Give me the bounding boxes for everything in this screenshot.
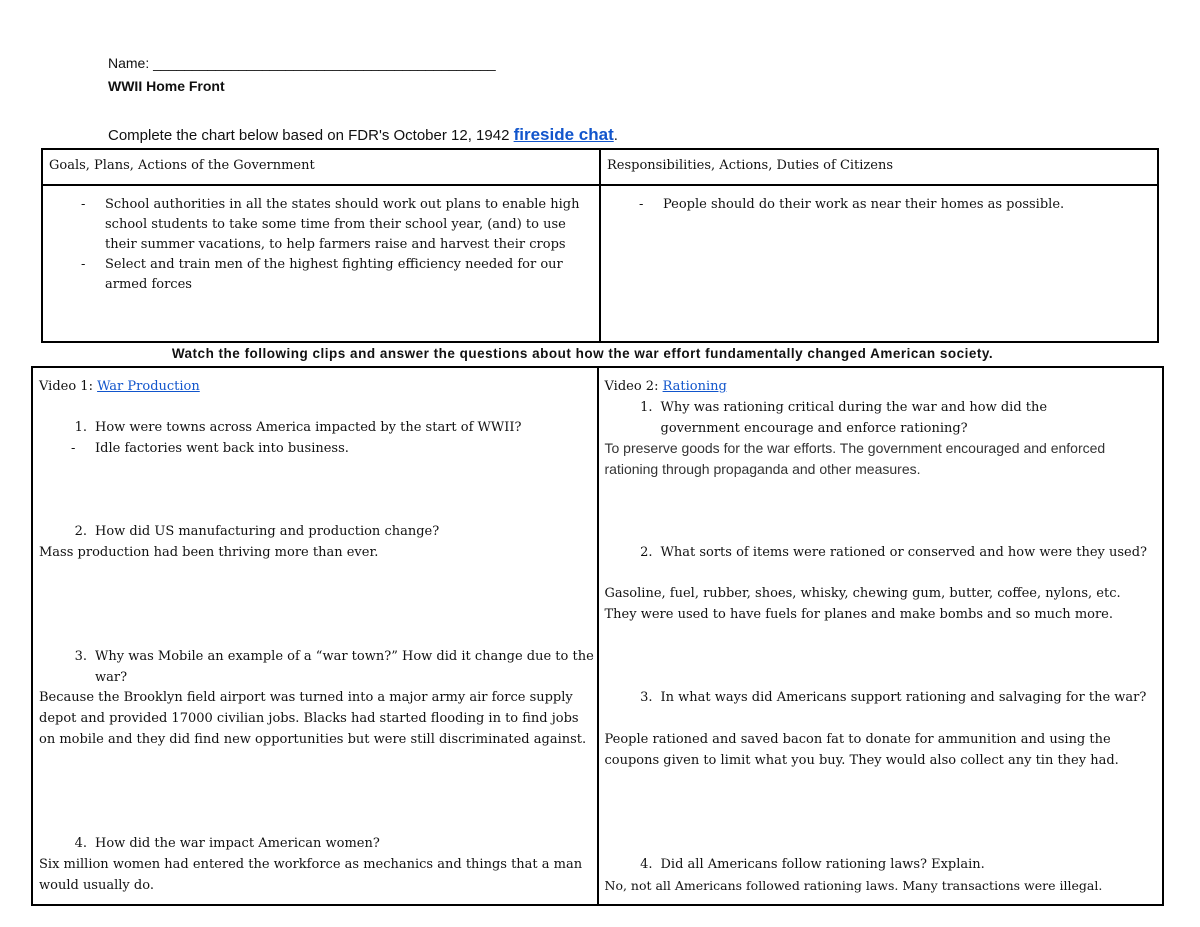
video1-question-1 xyxy=(63,417,585,438)
instructions-period: . xyxy=(613,127,618,144)
question-number: 2. xyxy=(640,545,653,560)
video1-answer-1-list xyxy=(39,438,579,459)
question-number: 1. xyxy=(640,400,653,415)
question-text: Why was rationing critical during the war and how did the government encourage and enforce rationing? xyxy=(660,400,1048,436)
video1-cell[interactable] xyxy=(32,367,598,905)
government-list xyxy=(49,195,593,295)
list-item: - People should do their work as near their homes as possible. xyxy=(607,195,1151,215)
video2-question-2 xyxy=(629,542,1151,563)
list-item: - Select and train men of the highest fighting efficiency needed for our armed forces xyxy=(49,255,593,295)
video1-answer-4: Six million women had entered the workforce as mechanics and things that a man would usually do. xyxy=(39,857,583,893)
video1-answer-3: Because the Brooklyn field airport was turned into a major army air force supply depot and provided 17000 civilian jobs. Blacks had started flooding in to find jobs on mobile and they did find new opportunities but were still discriminated against. xyxy=(39,690,587,747)
question-number: 1. xyxy=(74,420,87,435)
video1-question-2 xyxy=(63,521,585,542)
instructions xyxy=(108,125,618,145)
video2-heading xyxy=(605,376,727,397)
name-line: Name: ____________________________________________ xyxy=(108,55,496,71)
question-text: What sorts of items were rationed or conserved and how were they used? xyxy=(660,545,1148,560)
video-instructions-heading: Watch the following clips and answer the questions about how the war effort fundamentally changed American society. xyxy=(171,346,994,361)
video2-label: Video 2: xyxy=(604,379,663,394)
question-text: How were towns across America impacted by the start of WWII? xyxy=(95,420,522,435)
video1-answer-2: Mass production had been thriving more than ever. xyxy=(39,545,379,560)
video2-cell[interactable] xyxy=(598,367,1164,905)
question-number: 3. xyxy=(640,690,653,705)
video2-answer-3: People rationed and saved bacon fat to donate for ammunition and using the coupons given to limit what you buy. They would also collect any tin they had. xyxy=(604,732,1119,768)
video-questions-table xyxy=(31,366,1164,906)
video1-answer-1: - Idle factories went back into business. xyxy=(39,438,579,459)
citizens-cell[interactable] xyxy=(600,185,1158,342)
video2-answer-1: To preserve goods for the war efforts. The government encouraged and enforced rationing through propaganda and other measures. xyxy=(604,440,1106,477)
video2-question-1 xyxy=(629,397,1131,439)
question-number: 4. xyxy=(74,836,87,851)
question-number: 3. xyxy=(74,649,87,664)
question-text: Why was Mobile an example of a “war town?” How did it change due to the war? xyxy=(95,649,594,685)
video1-label: Video 1: xyxy=(39,379,98,394)
video2-answer-4: No, not all Americans followed rationing laws. Many transactions were illegal. xyxy=(604,878,1103,893)
question-number: 2. xyxy=(74,524,87,539)
video1-question-3 xyxy=(63,646,595,688)
question-text: Did all Americans follow rationing laws? Explain. xyxy=(660,857,985,872)
citizens-column-header: Responsibilities, Actions, Duties of Citizens xyxy=(600,149,1158,185)
government-column-header: Goals, Plans, Actions of the Government xyxy=(42,149,600,185)
video1-question-4 xyxy=(63,833,585,854)
video2-answer-2: Gasoline, fuel, rubber, shoes, whisky, chewing gum, butter, coffee, nylons, etc. They were used to have fuels for planes and make bombs and so much more. xyxy=(604,586,1121,622)
document-title: WWII Home Front xyxy=(108,78,225,94)
instructions-text: Complete the chart below based on FDR's October 12, 1942 xyxy=(108,127,514,144)
video1-heading xyxy=(39,376,200,397)
fireside-chat-link[interactable]: fireside chat xyxy=(513,125,614,144)
question-number: 4. xyxy=(640,857,653,872)
citizens-list xyxy=(607,195,1151,215)
list-item: - School authorities in all the states should work out plans to enable high school students to take some time from their school year, (and) to use their summer vacations, to help farmers raise and harvest their crops xyxy=(49,195,593,255)
government-cell[interactable] xyxy=(42,185,600,342)
question-text: In what ways did Americans support rationing and salvaging for the war? xyxy=(660,690,1147,705)
fireside-chat-chart xyxy=(41,148,1159,343)
video2-question-4 xyxy=(629,854,1151,875)
war-production-link[interactable]: War Production xyxy=(97,379,200,394)
question-text: How did US manufacturing and production change? xyxy=(95,524,440,539)
rationing-link[interactable]: Rationing xyxy=(662,379,727,394)
question-text: How did the war impact American women? xyxy=(95,836,380,851)
video2-question-3 xyxy=(629,687,1151,708)
